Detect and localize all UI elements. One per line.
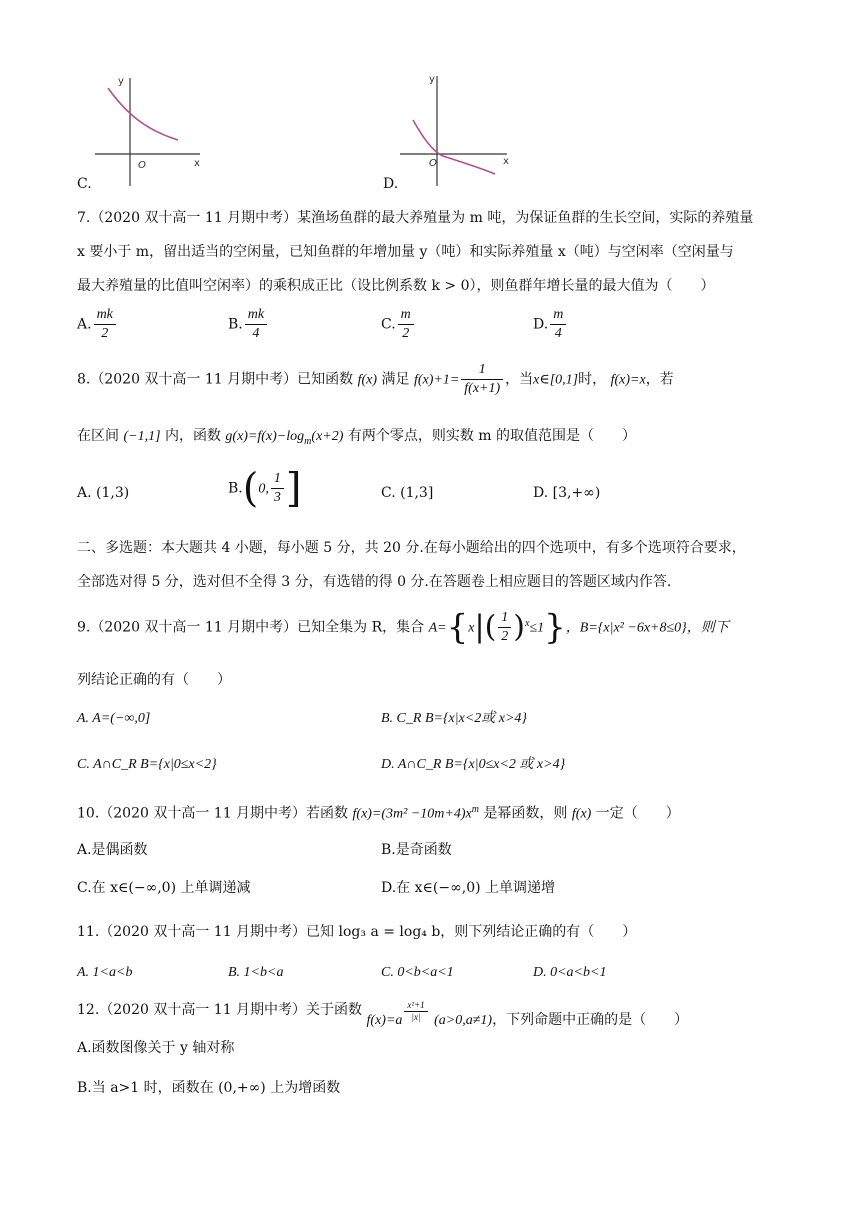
q12-exp-num: x²+1 <box>404 1000 427 1012</box>
section2-line1: 二、多选题：本大题共 4 小题，每小题 5 分，共 20 分.在每小题给出的四个选项中，有多个选项符合要求， <box>77 540 746 556</box>
frac-num: m <box>550 306 566 325</box>
frac-den: 4 <box>554 326 562 341</box>
q12-exp-den: |x| <box>411 1012 421 1022</box>
q10-fx: f(x) <box>571 806 592 822</box>
q9-setA-x: x <box>468 620 475 636</box>
q8-option-c[interactable]: C. (1,3] <box>381 485 434 501</box>
q8-lhs: f(x)+1= <box>413 372 460 388</box>
q10-option-b[interactable]: B.是奇函数 <box>381 842 452 858</box>
q12-prefix: 12.（2020 双十高一 11 月期中考）关于函数 <box>77 1002 363 1018</box>
q8-prefix: 8.（2020 双十高一 11 月期中考）已知函数 <box>77 371 354 388</box>
q9-num: 1 <box>498 609 511 628</box>
q8-gx: g(x)=f(x)−log <box>225 429 305 444</box>
q10-line1 <box>77 800 680 825</box>
q8-line2 <box>77 426 636 452</box>
q12-cond: (a>0,a≠1) <box>434 1013 493 1028</box>
q10-b: 是幂函数，则 <box>483 805 568 822</box>
q11-option-b[interactable]: B. 1<b<a <box>228 965 284 980</box>
q10-option-d[interactable]: D.在 x∈(−∞,0) 上单调递增 <box>381 880 556 896</box>
y-axis-label: y <box>429 74 435 85</box>
x-axis-label: x <box>194 158 200 169</box>
q11-option-a[interactable]: A. 1<a<b <box>77 965 133 980</box>
q8-line2-b: 内，函数 <box>164 428 221 444</box>
q12-func: f(x)=a <box>366 1013 403 1028</box>
q9-option-d[interactable]: D. A∩C_R B={x|0≤x<2 或 x>4} <box>381 757 566 772</box>
q9-option-a[interactable]: A. A=(−∞,0] <box>77 711 151 726</box>
q10-sup: m <box>471 804 479 815</box>
x-axis-label: x <box>503 156 509 167</box>
q11-line1: 11.（2020 双十高一 11 月期中考）已知 log₃ a = log₄ b，则下列结论正确的有（ ） <box>77 924 637 940</box>
q12-option-b[interactable]: B.当 a>1 时，函数在 (0,+∞) 上为增函数 <box>77 1080 341 1096</box>
q8-sub-m: m <box>304 435 312 447</box>
section2-line2: 全部选对得 5 分，选对但不全得 3 分，有选错的得 0 分.在答题卷上相应题目的答题区域内作答. <box>77 574 672 590</box>
q10-a: 10.（2020 双十高一 11 月期中考）若函数 <box>77 805 349 822</box>
q8-line2-c: 有两个零点，则实数 m 的取值范围是（ ） <box>347 428 637 444</box>
q7-line2: x 要小于 m，留出适当的空闲量，已知鱼群的年增加量 y（吨）和实际养殖量 x（吨）与空闲率（空闲量与 <box>77 244 734 260</box>
q10-option-c[interactable]: C.在 x∈(−∞,0) 上单调递减 <box>77 880 251 896</box>
frac-den: 4 <box>252 326 260 341</box>
q12-line1 <box>77 1000 689 1028</box>
q8-option-a[interactable]: A. (1,3) <box>77 485 130 501</box>
q7-option-c[interactable] <box>381 306 416 343</box>
q9-option-b[interactable]: B. C_R B={x|x<2或 x>4} <box>381 711 528 726</box>
q9-setA-pre: A= <box>428 620 447 636</box>
q8-time: 时， <box>578 371 607 388</box>
q8-line1 <box>77 361 674 398</box>
q9-den: 2 <box>501 629 509 644</box>
q7-option-b[interactable] <box>228 306 269 343</box>
option-label: A. <box>77 316 92 333</box>
q8-satisfy: 满足 <box>381 371 410 388</box>
q11-option-c[interactable]: C. 0<b<a<1 <box>381 965 454 980</box>
option-label: C. <box>381 316 396 333</box>
frac-num: 1 <box>271 470 284 489</box>
q10-c: 一定（ ） <box>595 805 680 822</box>
curve-c <box>108 88 178 140</box>
q9-prefix: 9.（2020 双十高一 11 月期中考）已知全集为 R，集合 <box>77 619 425 636</box>
q11-option-d[interactable]: D. 0<a<b<1 <box>533 965 607 980</box>
q9-setA-tail: ≤1 <box>529 620 545 636</box>
option-label: D. <box>533 316 549 333</box>
graph-c <box>90 70 220 190</box>
option-d-label: D. <box>383 176 399 192</box>
q7-option-d[interactable] <box>533 306 568 343</box>
q8-gx-tail: (x+2) <box>311 429 344 444</box>
origin-label: O <box>138 160 146 171</box>
q9-setB: ，B={x|x² −6x+8≤0}，则下 <box>565 620 729 636</box>
frac-den: 2 <box>402 326 410 341</box>
q12-tail: ，下列命题中正确的是（ ） <box>492 1012 689 1028</box>
graph-d <box>395 70 525 190</box>
q10-option-a[interactable]: A.是偶函数 <box>77 842 148 858</box>
q7-line3: 最大养殖量的比值叫空闲率）的乘积成正比（设比例系数 k > 0），则鱼群年增长量的最大值为（ ） <box>77 278 715 294</box>
q8-line2-a: 在区间 <box>77 428 119 444</box>
option-label: B. <box>228 480 243 497</box>
q8-ruo: ，若 <box>645 371 674 388</box>
q10-func: f(x)=(3m² −10m+4)x <box>352 806 472 822</box>
q9-line2: 列结论正确的有（ ） <box>77 672 231 688</box>
q9-option-c[interactable]: C. A∩C_R B={x|0≤x<2} <box>77 757 217 772</box>
option-label: B. <box>228 316 243 333</box>
q7-option-a[interactable] <box>77 306 118 343</box>
opt-b-left: 0, <box>258 481 269 497</box>
curve-d <box>413 120 495 174</box>
frac-num: mk <box>245 306 267 325</box>
q9-exp: x <box>525 617 530 629</box>
q8-option-d[interactable]: D. [3,+∞) <box>533 485 601 501</box>
q8-eq: f(x)=x <box>610 372 646 388</box>
q8-den: f(x+1) <box>464 381 501 396</box>
y-axis-label: y <box>118 76 124 87</box>
q9-line1: 9.（2020 双十高一 11 月期中考）已知全集为 R，集合 A={x|( $\frac{1}{2}$ )$^x$≤1}，B={x|x² −6x+8≤0}，则下 <box>77 607 729 648</box>
q8-when: ，当 <box>505 371 534 388</box>
origin-label: O <box>429 158 437 169</box>
q7-line1: 7.（2020 双十高一 11 月期中考）某渔场鱼群的最大养殖量为 m 吨，为保证鱼群的生长空间，实际的养殖量 <box>77 210 754 226</box>
frac-num: m <box>398 306 414 325</box>
q8-num: 1 <box>461 361 503 380</box>
frac-den: 3 <box>273 490 281 505</box>
frac-num: mk <box>94 306 116 325</box>
q12-option-a[interactable]: A.函数图像关于 y 轴对称 <box>77 1040 235 1056</box>
q8-option-b[interactable]: B.(0, $\frac{1}{3}$ ] <box>228 465 302 512</box>
q8-fx: f(x) <box>357 372 378 388</box>
q8-cond: x∈[0,1] <box>533 372 579 388</box>
q8-interval: (−1,1] <box>123 429 161 444</box>
frac-den: 2 <box>101 326 109 341</box>
option-c-label: C. <box>77 176 92 192</box>
